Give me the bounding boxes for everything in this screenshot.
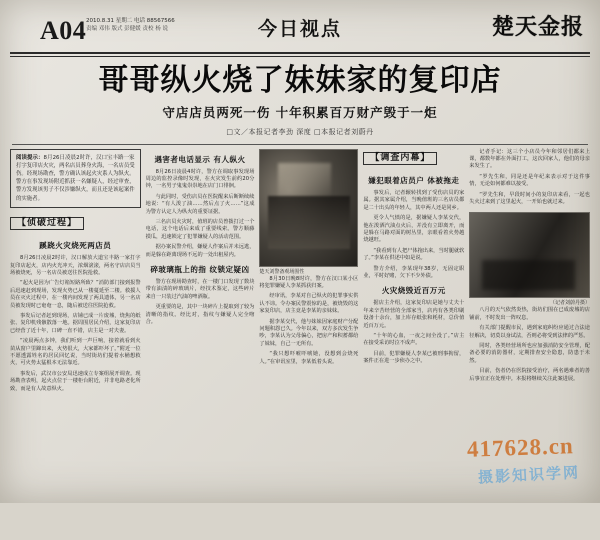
- folio-date-line: 2010.8.31 星期二 电话 88567566: [86, 18, 175, 24]
- paragraph: 据办案民警介绍，嫌疑人作案后并未远逃，而是躲在距离现场不远的一处出租屋内。: [145, 244, 255, 258]
- paragraph: 与此同时，受伤店员在医院醒来后断断续续地说：“有人泼了油……然后点了火……”这成为警方认定人为纵火的重要证据。: [145, 193, 255, 215]
- paragraph: 八月的天气依然炎热，街坊们围在已成废墟的店铺前，不时发出一阵叹息。: [469, 307, 590, 321]
- paragraph: 警方介绍，李某现年38岁，无固定职业，平时好赌，欠下不少外债。: [363, 265, 465, 279]
- column-3: [259, 149, 358, 540]
- paragraph: 事发后，记者辗转找到了受伤店员的家属。据其家属介绍，当晚值班的三名店员都是二十出头的年轻人，其中两人还是同乡。: [363, 189, 465, 211]
- paragraph: 三名店员火灾时，值班的店员曾拨打过一个电话，这个电话后来成了重要线索。警方顺藤摸瓜，迅速锁定了犯罪嫌疑人的活动范围。: [145, 218, 255, 240]
- column-5: [466, 148, 590, 540]
- photo-caption-2: （记者刘蔚丹摄）: [549, 300, 590, 307]
- subheading-phone-evidence: 遇害者电话显示 有人纵火: [154, 154, 246, 164]
- paragraph: 8月26日凌晨2时许，汉口解放大道宝丰路一家打字复印店起火，店内火光冲天，浓烟滚滚，两名守店店员当场被烧死，另一名店员被送往医院抢救。: [10, 255, 141, 276]
- headline-block: [0, 57, 600, 139]
- lead-label: 阅读提示：: [16, 154, 44, 161]
- paragraph: “罗先生和，同是还是年纪来表示对于这件事情，无论如何都难以接受。: [469, 173, 590, 188]
- masthead: [0, 0, 600, 52]
- subheading-suspect-watched: 嫌犯眼着店员户 体被拖走: [368, 175, 460, 185]
- paragraph: 更令人气愤的是，据嫌疑人李某交代，他在泼洒汽油点火后，并没有立即离开，而是躲在马路对面的树丛里，亲眼看着火势越烧越旺。: [363, 215, 465, 244]
- masthead-rule-thick: [10, 52, 590, 54]
- paragraph: 据李某交代，他与妹妹因家庭财产分配问题积怨已久。今年以来，双方多次发生争吵，李某认为父母偏心，把房产和积蓄都给了妹妹，自己一无所有。: [259, 318, 359, 347]
- paragraph: 记者手记：这三个小店员今年和邻居们都来上课，都数年都在外面打工，这次回家人，他们的母亲来发生了。: [469, 148, 590, 170]
- page-number: A04: [40, 16, 87, 45]
- paragraph: “我看到有人把尸体拖出来，当时腿就软了。”李某在供述中如是说。: [363, 247, 465, 262]
- folio-credits-line: 责编 邓伟 版式 彭健媛 责校 杨 说: [86, 26, 168, 32]
- paragraph: 有关部门提醒市民，遇到家庭纠纷应通过合法途径解决，切莫以身试法，否则必将受到法律的严惩。: [469, 325, 590, 339]
- paragraph: 目前，伤者仍在医院接受治疗，两名遇难者的善后事宜正在处理中。本报将继续关注此案进展。: [469, 368, 590, 382]
- paragraph: 目前，犯罪嫌疑人李某已被刑事拘留，案件正在进一步侦办之中。: [363, 350, 465, 365]
- fire-scene-photo: [259, 149, 358, 267]
- watermark-site-name: 摄影知识学网: [477, 463, 581, 487]
- section-heading-investigation: 【侦破过程】: [10, 217, 84, 230]
- paragraph: 事发后记者赶到现场，店铺已成一片废墟，烧焦的纸张、复印机残骸散落一地。据周围居民介绍，这家复印店已经营了近十年，口碑一直不错，店主是一对夫妻。: [10, 312, 141, 334]
- paragraph: 8月26日凌晨4时许，警方在调取事发现场周边的监控录像时发现，在火灾发生前约20分钟，一名男子鬼鬼祟祟地在店门口徘徊。: [145, 168, 255, 190]
- main-headline: 哥哥纵火烧了妹妹家的复印店: [98, 62, 502, 98]
- section-heading-inside-story: 【调查内幕】: [363, 152, 437, 165]
- paragraph: 8月30日晚8时许，警方在汉口某小区将犯罪嫌疑人李某抓获归案。: [259, 275, 359, 289]
- paragraph: “十年的心血，一夜之间全没了。”店主在接受采访时泣不成声。: [363, 333, 465, 347]
- photo-caption-1: 楚天刘警备观场围性: [259, 268, 305, 275]
- byline: □文／本报记者李劲 深度 □本报记者刘蔚丹: [226, 127, 374, 136]
- paragraph: 经审讯，李某对自己纵火的犯罪事实供认不讳。令办案民警震惊的是，被烧毁的这家复印店，店主竟是李某的亲妹妹。: [259, 293, 359, 315]
- paragraph: “我只想吓唬吓唬她，没想到会烧死人。”在审讯室里，李某低着头说。: [259, 351, 359, 365]
- paragraph: 警方在现场勘查时，在一楼门口发现了数块带有油渍的碎玻璃片，经技术鉴定，这些碎片来自一只装过汽油的啤酒瓶。: [145, 278, 255, 300]
- column-4: [363, 149, 464, 540]
- fire-damage-photo: [469, 212, 590, 298]
- lead-text: 8月26日凌晨2时许，汉口宝丰路一家打字复印店火灾，两名店员葬身火海，一名店员受伤。经现场勘查，警方确认该起火灾系人为纵火。警方在事发现场附近抓获一名嫌疑人，经过审查，警方发现该男子不仅涉嫌纵火，而且还是该起案件的实施者。: [16, 154, 135, 202]
- column-1: [10, 149, 141, 540]
- paragraph: “凌晨两点多钟，我们听到一声巨响，接着就看到火苗从窗户里蹿出来，火势很大，大家都吓坏了。”附近一位不愿透露姓名的居民回忆说，当时街坊们提着水桶想救火，可火势太猛根本无法靠近。: [10, 338, 141, 367]
- sub-headline: 守店店员两死一伤 十年积累百万财产毁于一炬: [162, 104, 438, 120]
- lead-box: [10, 149, 141, 208]
- paragraph: 同时，各类经营场所也应加强消防安全管理，配备必要的消防器材，定期排查安全隐患，防患于未然。: [469, 342, 590, 364]
- folio-metadata: [86, 17, 175, 33]
- article-body: [0, 145, 600, 540]
- paragraph: 据店主介绍，这家复印店是她与丈夫十年来辛苦经营的全部家当，店内有各类印刷设备十余台，加上库存纸张和耗材，总价值近百万元。: [363, 300, 465, 329]
- subheading-fingerprint: 碎玻璃瓶上的指 纹锁定疑凶: [150, 264, 250, 274]
- paragraph: “罗先生和，早段时间小的复印店来看，一起也失火过来到了这里起火，一开始也就过来。: [469, 191, 590, 205]
- watermark-url: 417628.cn: [466, 433, 575, 462]
- subheading-col1: 蹊跷火灾烧死两店员: [39, 241, 112, 251]
- newspaper-logo: 楚天金报: [491, 14, 584, 40]
- paragraph: 更重要的是，其中一块碎片上提取到了较为清晰的指纹。经比对，指纹与嫌疑人完全吻合。: [145, 304, 255, 325]
- section-title: 今日视点: [257, 18, 343, 40]
- column-2: [146, 149, 255, 540]
- subheading-loss: 火灾烧毁近百万元: [381, 286, 446, 296]
- paragraph: “起火是因为广告灯箱短路所致？”消防部门接到报警后迅速赶到现场，发现火势已从一楼蔓延至二楼。救援人员在灭火过程中，在一楼内间发现了两具遗体，另一名店员被发现时已奄奄一息，随后被送往医院抢救。: [10, 280, 141, 309]
- paragraph: 事发后，武汉市公安局迅速成立专案组展开调查。现场勘查表明，起火点位于一楼柜台附近，并非电路老化所致，而是有人故意纵火。: [10, 370, 141, 392]
